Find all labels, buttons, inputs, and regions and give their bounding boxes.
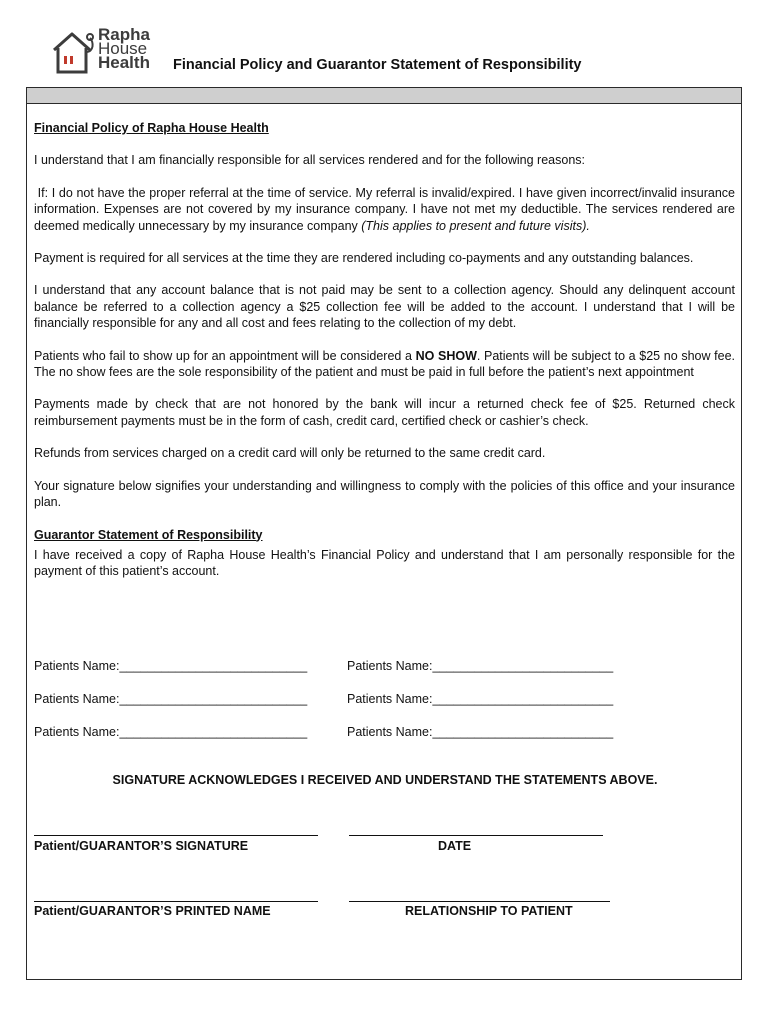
printed-name-line[interactable] xyxy=(34,901,318,902)
guarantor-paragraph: I have received a copy of Rapha House Health’s Financial Policy and understand that I am personally responsible for the payment of this patient’s account. xyxy=(34,547,735,579)
policy-paragraph-2-text: If: I do not have the proper referral at the time of service. My referral is invalid/expired. I have given incorrect/invalid insurance information. Expenses are not covered by my insurance company. I have not met my deductible. The services rendered are deemed medically unnecessary by my insurance company xyxy=(34,185,735,233)
policy-paragraph-6: Payments made by check that are not honored by the bank will incur a returned check fee of $25. Returned check reimbursement payments must be in the form of cash, credit card, certified check or cashier’s check. xyxy=(34,397,735,428)
policy-paragraph-1: I understand that I am financially responsible for all services rendered and for the following reasons: xyxy=(34,153,585,168)
house-stethoscope-icon xyxy=(50,28,100,80)
patient-name-field-3[interactable]: Patients Name:___________________________ xyxy=(34,692,308,706)
policy-paragraph-8: Your signature below signifies your understanding and willingness to comply with the policies of this office and your insurance plan. xyxy=(34,478,735,510)
date-line[interactable] xyxy=(349,835,603,836)
policy-paragraph-7: Refunds from services charged on a credit card will only be returned to the same credit card. xyxy=(34,446,546,461)
no-show-label: NO SHOW xyxy=(415,348,477,363)
printed-name-label: Patient/GUARANTOR’S PRINTED NAME xyxy=(34,904,271,918)
guarantor-heading: Guarantor Statement of Responsibility xyxy=(34,527,263,542)
patient-name-field-1[interactable]: Patients Name:___________________________ xyxy=(34,659,308,673)
logo-line-house: House xyxy=(98,39,148,58)
policy-paragraph-3: Payment is required for all services at the time they are rendered including co-payments and any outstanding balances. xyxy=(34,251,694,266)
acknowledgement-statement: SIGNATURE ACKNOWLEDGES I RECEIVED AND UNDERSTAND THE STATEMENTS ABOVE. xyxy=(112,773,658,787)
policy-content xyxy=(34,120,735,596)
patient-name-field-5[interactable]: Patients Name:___________________________ xyxy=(34,725,308,739)
policy-heading: Financial Policy of Rapha House Health xyxy=(34,121,269,135)
patient-name-field-2[interactable]: Patients Name:__________________________ xyxy=(347,659,614,673)
policy-paragraph-5 xyxy=(34,348,735,381)
header-bar xyxy=(26,87,742,104)
page-title: Financial Policy and Guarantor Statement of Responsibility xyxy=(173,57,582,73)
policy-paragraph-4: I understand that any account balance that is not paid may be sent to a collection agency. Should any delinquent account balance be referred to a collection agency a $25 collection fee will be added to the account. I understand that I will be financially responsible for any and all cost and fees relating to the collection of my debt. xyxy=(34,283,735,331)
policy-paragraph-2-italic: (This applies to present and future visits). xyxy=(361,218,590,233)
patient-name-field-4[interactable]: Patients Name:__________________________ xyxy=(347,692,614,706)
policy-paragraph-2 xyxy=(34,185,735,234)
policy-paragraph-5-post: . Patients will be subject to a $25 no show fee. The no show fees are the sole responsibility of the patient and must be paid in full before the patient’s next appointment xyxy=(34,348,735,380)
signature-label: Patient/GUARANTOR’S SIGNATURE xyxy=(34,839,249,853)
logo-line-health: Health xyxy=(98,53,150,72)
patient-name-field-6[interactable]: Patients Name:__________________________ xyxy=(347,725,614,739)
logo xyxy=(50,25,160,80)
signature-line[interactable] xyxy=(34,835,318,836)
policy-paragraph-5-pre: Patients who fail to show up for an appointment will be considered a xyxy=(34,348,416,363)
logo-line-rapha: Rapha xyxy=(98,25,150,44)
date-label: DATE xyxy=(438,839,472,853)
relationship-line[interactable] xyxy=(349,901,610,902)
logo-text xyxy=(98,25,150,72)
relationship-label: RELATIONSHIP TO PATIENT xyxy=(405,904,573,918)
